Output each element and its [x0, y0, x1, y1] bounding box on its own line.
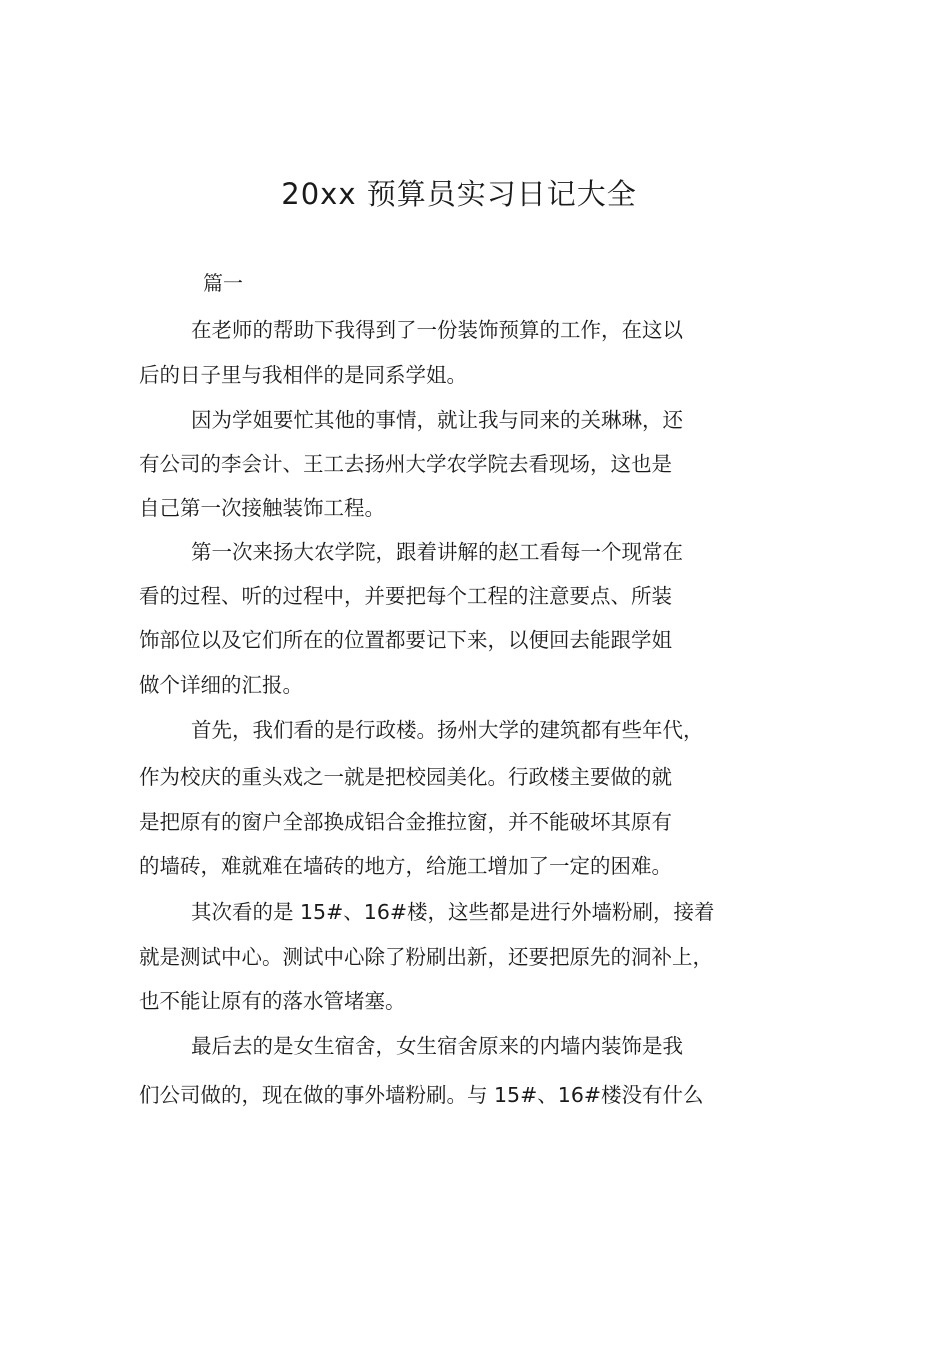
paragraph-line: 最后去的是女生宿舍，女生宿舍原来的内墙内装饰是我: [191, 1034, 683, 1058]
paragraph-line: 第一次来扬大农学院，跟着讲解的赵工看每一个现常在: [191, 540, 683, 564]
paragraph-line: 首先，我们看的是行政楼。扬州大学的建筑都有些年代，: [191, 718, 704, 742]
paragraph-line: 在老师的帮助下我得到了一份装饰预算的工作，在这以: [191, 318, 683, 342]
paragraph-line: 饰部位以及它们所在的位置都要记下来，以便回去能跟学姐: [139, 628, 672, 652]
paragraph-line: 看的过程、听的过程中，并要把每个工程的注意要点、所装: [139, 584, 672, 608]
paragraph-line: 自己第一次接触装饰工程。: [139, 496, 385, 520]
paragraph-line: 的墙砖，难就难在墙砖的地方，给施工增加了一定的困难。: [139, 854, 672, 878]
paragraph-line: 作为校庆的重头戏之一就是把校园美化。行政楼主要做的就: [139, 765, 672, 789]
paragraph-line: 因为学姐要忙其他的事情，就让我与同来的关琳琳，还: [191, 408, 683, 432]
paragraph-line: 其次看的是 15#、16#楼，这些都是进行外墙粉刷，接着: [191, 900, 715, 924]
paragraph-line: 做个详细的汇报。: [139, 673, 303, 697]
paragraph-line: 是把原有的窗户全部换成铝合金推拉窗，并不能破坏其原有: [139, 810, 672, 834]
section-label: 篇一: [203, 271, 243, 295]
paragraph-line: 们公司做的，现在做的事外墙粉刷。与 15#、16#楼没有什么: [139, 1083, 704, 1107]
paragraph-line: 也不能让原有的落水管堵塞。: [139, 989, 406, 1013]
paragraph-line: 有公司的李会计、王工去扬州大学农学院去看现场，这也是: [139, 452, 672, 476]
paragraph-line: 后的日子里与我相伴的是同系学姐。: [139, 363, 467, 387]
paragraph-line: 就是测试中心。测试中心除了粉刷出新，还要把原先的洞补上，: [139, 945, 713, 969]
document-title: 20xx 预算员实习日记大全: [281, 177, 637, 211]
